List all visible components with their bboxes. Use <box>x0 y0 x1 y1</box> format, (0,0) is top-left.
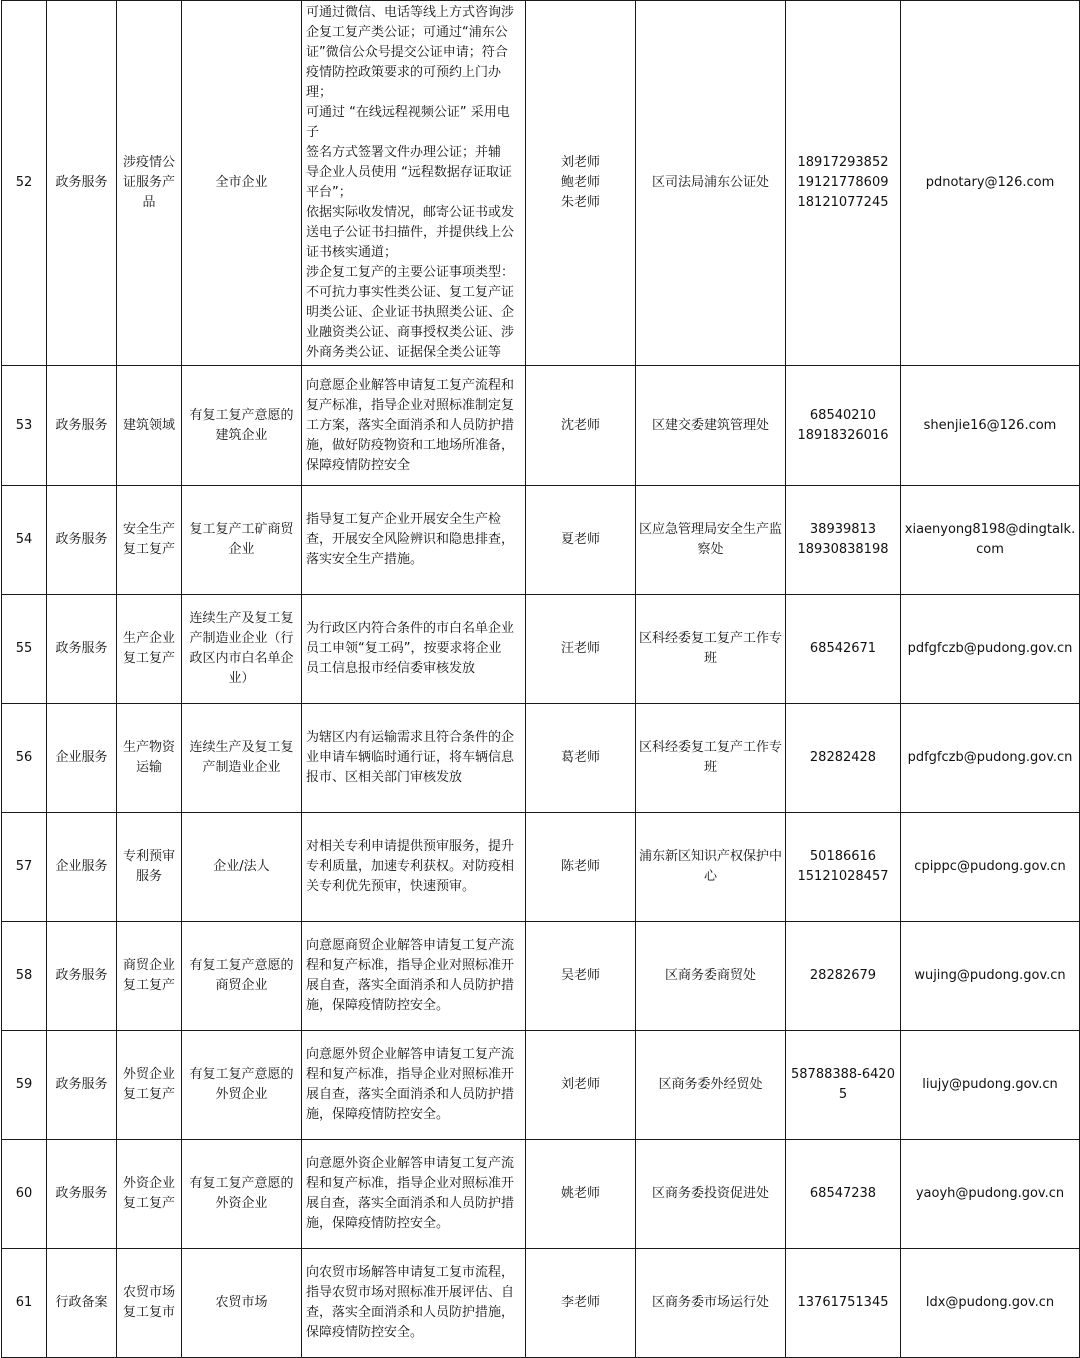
description-cell-line: 可通过 “在线远程视频公证” 采用电子 <box>306 105 510 140</box>
description-cell-line: 导企业人员使用 “远程数据存证取证 <box>306 165 512 180</box>
category-cell: 政务服务 <box>47 1 117 366</box>
description-cell-line: 施，保障疫情防控安全。 <box>306 998 450 1013</box>
description-cell-line: 平台”； <box>306 185 352 200</box>
table-row <box>2 595 1080 704</box>
phone-cell-line: 13761751345 <box>797 1295 889 1310</box>
description-cell-line: 不可抗力事实性类公证、复工复产证 <box>306 285 515 300</box>
description-cell-line: 施，保障疫情防控安全。 <box>306 1216 450 1231</box>
contact-cell <box>526 1 636 366</box>
category-cell: 政务服务 <box>47 1140 117 1249</box>
email-cell: shenjie16@126.com <box>901 366 1080 486</box>
department-cell: 区商务委商贸处 <box>636 922 786 1031</box>
contact-cell <box>526 1249 636 1358</box>
description-cell-line: 业申请车辆临时通行证，将车辆信息 <box>306 750 515 765</box>
description-cell <box>302 813 526 922</box>
department-cell: 区司法局浦东公证处 <box>636 1 786 366</box>
service-item-cell: 生产物资运输 <box>117 704 182 813</box>
service-item-cell: 外贸企业复工复产 <box>117 1031 182 1140</box>
target-cell: 有复工复产意愿的外资企业 <box>182 1140 302 1249</box>
service-item-cell: 商贸企业复工复产 <box>117 922 182 1031</box>
description-cell-line: 员工信息报市经信委审核发放 <box>306 661 476 676</box>
description-cell-line: 向意愿企业解答申请复工复产流程和 <box>306 377 515 393</box>
table-row <box>2 1 1080 366</box>
phone-cell-line: 68542671 <box>809 641 877 656</box>
contact-cell-line: 夏老师 <box>560 532 600 547</box>
service-item-cell: 安全生产复工复产 <box>117 486 182 595</box>
phone-cell <box>786 922 901 1031</box>
phone-cell <box>786 1031 901 1140</box>
table-row <box>2 813 1080 922</box>
description-cell-line: 向意愿外资企业解答申请复工复产流 <box>306 1156 515 1171</box>
description-cell-line: 证书核实通道； <box>306 245 398 260</box>
department-cell: 区商务委市场运行处 <box>636 1249 786 1358</box>
contact-cell <box>526 366 636 486</box>
category-cell: 政务服务 <box>47 1031 117 1140</box>
description-cell-line: 疫情防控政策要求的可预约上门办 <box>306 65 502 80</box>
email-cell: pdfgfczb@pudong.gov.cn <box>901 704 1080 813</box>
category-cell: 行政备案 <box>47 1249 117 1358</box>
row-number-cell: 57 <box>2 813 47 922</box>
table-row <box>2 486 1080 595</box>
row-number-cell: 56 <box>2 704 47 813</box>
description-cell-line: 报市、区相关部门审核发放 <box>306 770 463 785</box>
email-cell: pdnotary@126.com <box>901 1 1080 366</box>
contact-cell-line: 沈老师 <box>560 417 600 433</box>
category-cell: 政务服务 <box>47 595 117 704</box>
description-cell <box>302 1 526 366</box>
description-cell-line: 展自查，落实全面消杀和人员防护措 <box>306 1087 515 1102</box>
contact-cell <box>526 704 636 813</box>
contact-cell-line: 刘老师 <box>560 155 600 170</box>
phone-cell-line: 50186616 <box>809 849 877 864</box>
email-cell: wujing@pudong.gov.cn <box>901 922 1080 1031</box>
contact-cell-line: 陈老师 <box>560 859 600 874</box>
email-cell: liujy@pudong.gov.cn <box>901 1031 1080 1140</box>
description-cell <box>302 922 526 1031</box>
description-cell-line: 送电子公证书扫描件，并提供线上公 <box>306 225 515 240</box>
description-cell-line: 专利质量，加速专利获权。对防疫相 <box>306 859 515 874</box>
department-cell: 浦东新区知识产权保护中心 <box>636 813 786 922</box>
phone-cell-line: 68547238 <box>809 1186 877 1201</box>
contact-cell <box>526 1031 636 1140</box>
table-row <box>2 1031 1080 1140</box>
target-cell: 连续生产及复工复产制造业企业 <box>182 704 302 813</box>
contact-cell <box>526 595 636 704</box>
description-cell-line: 关专利优先预审，快速预审。 <box>306 879 476 894</box>
table-row <box>2 922 1080 1031</box>
target-cell: 有复工复产意愿的建筑企业 <box>182 366 302 486</box>
row-number-cell: 58 <box>2 922 47 1031</box>
category-cell: 企业服务 <box>47 704 117 813</box>
contact-cell-line: 吴老师 <box>560 968 600 983</box>
phone-cell <box>786 704 901 813</box>
phone-cell-line: 15121028457 <box>797 869 889 884</box>
row-number-cell: 60 <box>2 1140 47 1249</box>
description-cell-line: 签名方式签署文件办理公证；并辅 <box>306 145 502 160</box>
phone-cell <box>786 1249 901 1358</box>
target-cell: 企业/法人 <box>182 813 302 922</box>
department-cell: 区商务委外经贸处 <box>636 1031 786 1140</box>
description-cell-line: 企复工复产类公证；可通过“浦东公 <box>306 25 508 40</box>
phone-cell-line: 18930838198 <box>797 542 889 557</box>
description-cell <box>302 366 526 486</box>
phone-cell <box>786 1 901 366</box>
phone-cell <box>786 1140 901 1249</box>
phone-cell-line: 18121077245 <box>797 195 889 210</box>
description-cell-line: 展自查，落实全面消杀和人员防护措 <box>306 978 515 993</box>
description-cell-line: 员工申领“复工码”，按要求将企业 <box>306 641 502 656</box>
description-cell-line: 向意愿商贸企业解答申请复工复产流 <box>306 938 515 953</box>
description-cell-line: 证”微信公众号提交公证申请；符合 <box>306 45 508 60</box>
description-cell <box>302 1140 526 1249</box>
description-cell-line: 对相关专利申请提供预审服务，提升 <box>306 839 515 854</box>
phone-cell <box>786 486 901 595</box>
description-cell-line: 程和复产标准，指导企业对照标准开 <box>306 958 515 973</box>
service-table <box>1 0 1080 1358</box>
row-number-cell: 53 <box>2 366 47 486</box>
description-cell <box>302 1031 526 1140</box>
phone-cell-line: 38939813 <box>809 522 877 537</box>
department-cell: 区科经委复工复产工作专班 <box>636 595 786 704</box>
contact-cell <box>526 486 636 595</box>
contact-cell <box>526 922 636 1031</box>
target-cell: 农贸市场 <box>182 1249 302 1358</box>
email-cell: ldx@pudong.gov.cn <box>901 1249 1080 1358</box>
phone-cell <box>786 366 901 486</box>
phone-cell-line: 28282679 <box>809 968 877 983</box>
category-cell: 政务服务 <box>47 486 117 595</box>
service-item-cell: 生产企业复工复产 <box>117 595 182 704</box>
table-row <box>2 366 1080 486</box>
contact-cell-line: 鲍老师 <box>560 175 600 190</box>
category-cell: 企业服务 <box>47 813 117 922</box>
description-cell <box>302 595 526 704</box>
table-body <box>2 1 1080 1358</box>
description-cell-line: 指导复工复产企业开展安全生产检 <box>306 512 502 527</box>
contact-cell-line: 汪老师 <box>560 641 600 656</box>
service-item-cell: 涉疫情公证服务产品 <box>117 1 182 366</box>
service-item-cell: 建筑领域 <box>117 366 182 486</box>
description-cell-line: 程和复产标准，指导企业对照标准开 <box>306 1176 515 1191</box>
target-cell: 有复工复产意愿的商贸企业 <box>182 922 302 1031</box>
department-cell: 区商务委投资促进处 <box>636 1140 786 1249</box>
description-cell <box>302 486 526 595</box>
description-cell-line: 向意愿外贸企业解答申请复工复产流 <box>306 1047 515 1062</box>
description-cell-line: 工方案，落实全面消杀和人员防护措 <box>306 417 515 433</box>
row-number-cell: 55 <box>2 595 47 704</box>
department-cell: 区应急管理局安全生产监察处 <box>636 486 786 595</box>
phone-cell <box>786 595 901 704</box>
description-cell-line: 复产标准，指导企业对照标准制定复 <box>306 397 515 413</box>
description-cell-line: 业融资类公证、商事授权类公证、涉 <box>306 325 515 340</box>
target-cell: 连续生产及复工复产制造业企业（行政区内市白名单企业） <box>182 595 302 704</box>
department-cell: 区建交委建筑管理处 <box>636 366 786 486</box>
contact-cell <box>526 1140 636 1249</box>
description-cell-line: 指导农贸市场对照标准开展评估、自 <box>306 1285 515 1300</box>
target-cell: 有复工复产意愿的外贸企业 <box>182 1031 302 1140</box>
description-cell-line: 展自查，落实全面消杀和人员防护措 <box>306 1196 515 1211</box>
category-cell: 政务服务 <box>47 366 117 486</box>
email-cell: pdfgfczb@pudong.gov.cn <box>901 595 1080 704</box>
email-cell: yaoyh@pudong.gov.cn <box>901 1140 1080 1249</box>
description-cell-line: 涉企复工复产的主要公证事项类型： <box>306 265 515 280</box>
description-cell-line: 施，保障疫情防控安全。 <box>306 1107 450 1122</box>
description-cell-line: 依据实际收发情况，邮寄公证书或发 <box>306 205 515 220</box>
description-cell-line: 程和复产标准，指导企业对照标准开 <box>306 1067 515 1082</box>
phone-cell <box>786 813 901 922</box>
description-cell <box>302 704 526 813</box>
description-cell-line: 查，落实全面消杀和人员防护措施， <box>306 1305 515 1320</box>
target-cell: 复工复产工矿商贸企业 <box>182 486 302 595</box>
contact-cell-line: 姚老师 <box>560 1186 600 1201</box>
contact-cell-line: 刘老师 <box>560 1077 600 1092</box>
department-cell: 区科经委复工复产工作专班 <box>636 704 786 813</box>
phone-cell-line: 19121778609 <box>797 175 889 190</box>
description-cell-line: 明类公证、企业证书执照类公证、企 <box>306 305 515 320</box>
description-cell-line: 保障疫情防控安全 <box>306 457 411 473</box>
contact-cell <box>526 813 636 922</box>
row-number-cell: 59 <box>2 1031 47 1140</box>
service-item-cell: 农贸市场复工复市 <box>117 1249 182 1358</box>
description-cell-line: 施，做好防疫物资和工地场所准备， <box>306 437 515 453</box>
service-item-cell: 专利预审服务 <box>117 813 182 922</box>
phone-cell-line: 58788388-64205 <box>791 1067 895 1102</box>
email-cell: cpippc@pudong.gov.cn <box>901 813 1080 922</box>
row-number-cell: 52 <box>2 1 47 366</box>
service-item-cell: 外资企业复工复产 <box>117 1140 182 1249</box>
table-row <box>2 1140 1080 1249</box>
contact-cell-line: 葛老师 <box>560 750 600 765</box>
description-cell-line: 为辖区内有运输需求且符合条件的企 <box>306 730 515 745</box>
description-cell-line: 保障疫情防控安全。 <box>306 1325 424 1340</box>
phone-cell-line: 28282428 <box>809 750 877 765</box>
phone-cell-line: 68540210 <box>809 407 877 423</box>
row-number-cell: 61 <box>2 1249 47 1358</box>
contact-cell-line: 李老师 <box>560 1295 600 1310</box>
contact-cell-line: 朱老师 <box>560 195 600 210</box>
description-cell-line: 理； <box>306 85 333 100</box>
row-number-cell: 54 <box>2 486 47 595</box>
description-cell <box>302 1249 526 1358</box>
description-cell-line: 可通过微信、电话等线上方式咨询涉 <box>306 5 515 20</box>
email-cell: xiaenyong8198@dingtalk.com <box>901 486 1080 595</box>
phone-cell-line: 18917293852 <box>797 155 889 170</box>
description-cell-line: 外商务类公证、证据保全类公证等 <box>306 345 502 360</box>
table-row <box>2 704 1080 813</box>
description-cell-line: 向农贸市场解答申请复工复市流程， <box>306 1265 515 1280</box>
category-cell: 政务服务 <box>47 922 117 1031</box>
description-cell-line: 为行政区内符合条件的市白名单企业 <box>306 621 515 636</box>
description-cell-line: 落实安全生产措施。 <box>306 552 424 567</box>
description-cell-line: 查，开展安全风险辨识和隐患排查， <box>306 532 515 547</box>
table-row <box>2 1249 1080 1358</box>
target-cell: 全市企业 <box>182 1 302 366</box>
phone-cell-line: 18918326016 <box>797 427 889 443</box>
